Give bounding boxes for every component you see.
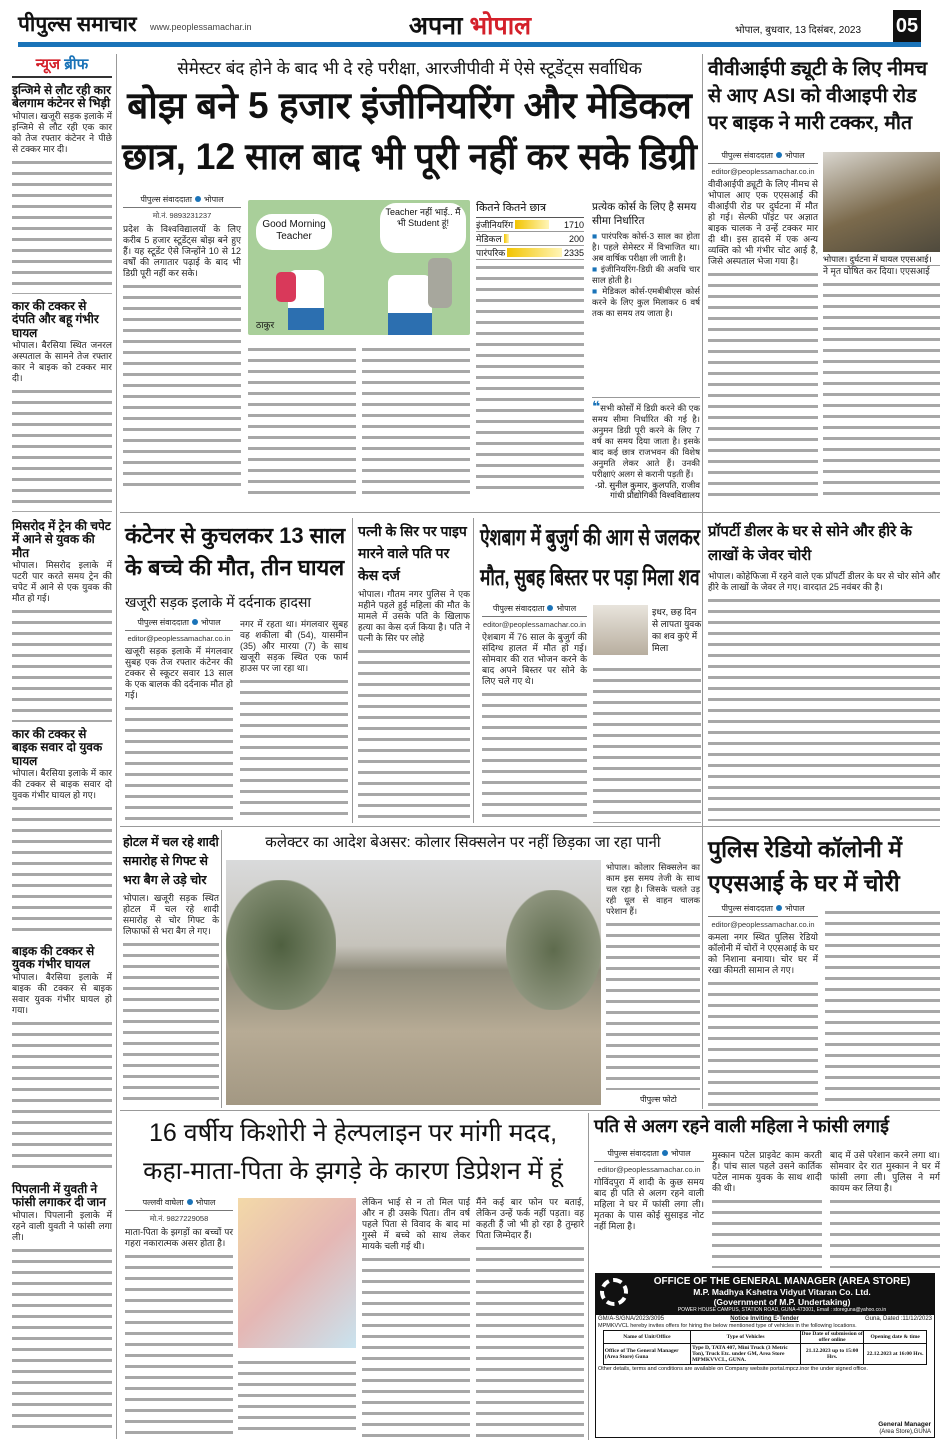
- teen-column-3: [362, 1197, 470, 1437]
- container-column: [125, 617, 233, 821]
- byline-place: भोपाल: [784, 151, 805, 160]
- lead-kicker: सेमेस्टर बंद होने के बाद भी दे रहे परीक्षा, आरजीपीवी में ऐसे स्टूडेंट्स सर्वाधिक: [177, 59, 642, 78]
- woman-text-2: मुस्कान पटेल प्राइवेट काम करती है। पांच साल पहले उसने कार्तिक पटेल नामक युवक के साथ शादी की थी।: [712, 1150, 822, 1193]
- stats-bar: [507, 248, 562, 257]
- stats-label: इंजीनियरिंग: [476, 220, 514, 230]
- ad-ref: GM/A-S/GNA/2023/3095: [598, 1316, 665, 1322]
- byline-place: भोपाल: [195, 1198, 216, 1207]
- quote-text: सभी कोर्सों में डिग्री करने की एक समय सीमा निर्धारित की गई है। अनुमन डिग्री पूरी करने के लिए 7 वर्ष का समय दिया जाता है। इसके बाद कई छात्र राजभवन की विशेष अनुमति लेकर आते हैं। उनकी परीक्षाएं अलग से करानी पड़ती हैं।: [592, 403, 700, 479]
- website: www.peoplessamachar.in: [150, 22, 252, 32]
- ad-sign-2: (Area Store),GUNA: [879, 1429, 931, 1435]
- aishbagh-column: [482, 603, 587, 821]
- ad-td: Type D, TATA 407, Mini Truck (3 Metric Ton), Truck Etc. under GM, Area Store MPMKVVCL, GUNA.: [691, 1344, 801, 1365]
- asi-text-cont: ने मृत घोषित कर दिया। एएसआई: [823, 266, 930, 276]
- briefs-title: [12, 54, 112, 78]
- kolar-column: [606, 862, 700, 1090]
- container-headline: कंटेनर से कुचलकर 13 साल के बच्चे की मौत, तीन घायल: [125, 523, 346, 580]
- dateline: भोपाल, बुधवार, 13 दिसंबर, 2023: [735, 25, 862, 36]
- police-byline: [708, 903, 818, 932]
- ad-td: Office of The General Manager (Area Store) Guna: [603, 1344, 690, 1365]
- stats-label: मेडिकल: [476, 234, 502, 244]
- brief-text: भोपाल। बैरसिया इलाके में बाइक की टक्कर से बाइक सवार युवक गंभीर घायल हो गया।: [12, 971, 112, 1015]
- teen-text-3: लेकिन भाई से न तो मिल पाई और न ही उसके पिता। तीन वर्ष पहले पिता से विवाद के बाद मां गुस्से में बच्चे को साथ लेकर मायके चली गई थी।: [362, 1197, 470, 1251]
- brief-headline: कार की टक्कर से बाइक सवार दो युवक घायल: [12, 727, 103, 768]
- section-title-a: अपना: [408, 12, 463, 40]
- brief-text: भोपाल। खजूरी सड़क इलाके में इन्जिमे से लौट रही एक कार को तेज रफ्तार कंटेनर ने पीछे से टक्कर मार दी।: [12, 110, 112, 154]
- container-subhead: खजूरी सड़क इलाके में दर्दनाक हादसा: [125, 594, 312, 610]
- aishbagh-byline: [482, 603, 587, 632]
- ad-th: Opening date & time: [864, 1331, 927, 1344]
- ad-gov: (Government of M.P. Undertaking): [713, 1297, 851, 1307]
- asi-caption: भोपाल। दुर्घटना में घायल एएसआई।: [823, 254, 940, 266]
- teen-text: माता-पिता के झगड़ों का बच्चों पर गहरा नकारात्मक असर होता है।: [125, 1227, 233, 1248]
- byline-email: editor@peoplessamachar.co.in: [597, 1165, 701, 1174]
- cartoon-man: [388, 275, 432, 335]
- photo-credit: पीपुल्स फोटो: [640, 1095, 677, 1104]
- brief-text: भोपाल। बैरसिया स्थित जनरल अस्पताल के सामने तेज रफ्तार कार ने बाइक को टक्कर मार दी।: [12, 340, 112, 384]
- ad-intro: MPMKVVCL hereby invites offers for hiring the below mentioned type of vehicles in the following locations.: [598, 1323, 857, 1329]
- section-title-b: भोपाल: [469, 12, 532, 40]
- asi-text: वीवीआईपी ड्यूटी के लिए नीमच से भोपाल आए एक एएसआई की वीआईपी रोड पर दुर्घटना में मौत हो गई। सेल्फी पॉइंट पर अज्ञात बाइक चालक ने उन्हें टक्कर मार दी थी। इस हादसे में एक अन्य व्यक्ति को भी गंभीर चोट आई है, जिसे अस्पताल भेजा गया है।: [708, 179, 818, 266]
- section-title: [370, 8, 570, 40]
- byline-name: पल्लवी वाघेला: [142, 1198, 184, 1207]
- kolar-text: भोपाल। कोलार सिक्सलेन का काम इस समय तेजी के साथ चल रहा है। जिसके चलते उड़ रही धूल से वाहन चालक परेशान हैं।: [606, 862, 700, 916]
- asi-column: [708, 150, 818, 496]
- woman-byline: [594, 1148, 704, 1177]
- woman-column-3: [830, 1150, 940, 1268]
- brief-text: भोपाल। मिसरोद इलाके में पटरी पार करते समय ट्रेन की चपेट में आने से एक युवक की मौत हो गई।: [12, 560, 112, 604]
- brief-text: भोपाल। पिपलानी इलाके में रहने वाली युवती ने फांसी लगा ली।: [12, 1209, 112, 1242]
- teen-text-4: मैंने कई बार फोन पर बताई, लेकिन उन्हें फर्क नहीं पड़ता। वह कहती हैं जो भी हो रहा है तुम्हारे पिता जिम्मेदार हैं।: [476, 1197, 584, 1240]
- stats-row: [476, 246, 584, 260]
- sidebar-box: [592, 200, 700, 500]
- aishbagh-text: ऐशबाग में 76 साल के बुजुर्ग की संदिग्ध हालत में मौत हो गई। सोमवार की रात भोजन करने के बाद अपने बिस्तर पर सोने के लिए चले गए थे।: [482, 632, 587, 686]
- teen-headline-1: 16 वर्षीय किशोरी ने हेल्पलाइन पर मांगी मदद,: [148, 1119, 558, 1147]
- kolar-dust-photo: [226, 860, 601, 1105]
- sidebar-point: पारंपरिक कोर्स-3 साल का होता है। पहले सेमेस्टर में विभाजित था। अब वार्षिक परीक्षा ली जाती है।: [592, 231, 700, 263]
- hotel-text: भोपाल। खजूरी सड़क स्थित होटल में चल रहे शादी समारोह से चोर गिफ्ट के लिफाफों से भरा बैग ले गए।: [123, 893, 219, 936]
- sidebar-point: मेडिकल कोर्स-एमबीबीएस कोर्स करने के लिए कुल मिलाकर 6 वर्ष तक का समय तय जाता है।: [592, 286, 700, 318]
- ad-th: Due Date of submission of offer online: [801, 1331, 863, 1343]
- brief-text: भोपाल। बैरसिया इलाके में कार की टक्कर से बाइक सवार दो युवक गंभीर घायल हो गए।: [12, 768, 112, 801]
- byline-name: पीपुल्स संवाददाता: [721, 904, 773, 913]
- stats-row: [476, 232, 584, 246]
- hotel-column: [123, 833, 219, 1106]
- lead-headline-1: बोझ बने 5 हजार इंजीनियरिंग और मेडिकल: [127, 85, 692, 126]
- kolar-headline: कलेक्टर का आदेश बेअसर: कोलार सिक्सलेन पर नहीं छिड़का जा रहा पानी: [265, 834, 661, 851]
- wife-column: [358, 520, 470, 821]
- teen-column: [125, 1197, 233, 1437]
- ad-td: 21.12.2023 up to 15:00 Hrs.: [801, 1344, 864, 1365]
- woman-column: [594, 1148, 704, 1268]
- stats-title: कितने कितने छात्र: [476, 200, 584, 218]
- teen-column-4: [476, 1197, 584, 1437]
- byline-place: भोपाल: [784, 904, 805, 913]
- stats-value: 2335: [563, 247, 584, 258]
- police-headline: पुलिस रेडियो कॉलोनी में एएसआई के घर में चोरी: [708, 836, 902, 896]
- byline-name: पीपुल्स संवाददाता: [140, 195, 192, 204]
- police-column: [708, 903, 818, 1106]
- teen-headline-2: कहा-माता-पिता के झगड़े के कारण डिप्रेशन में हूं: [143, 1157, 563, 1185]
- stats-label: पारंपरिक: [476, 248, 506, 258]
- quote-icon: ❝: [592, 398, 601, 414]
- property-text: भोपाल। कोहेफिजा में रहने वाले एक प्रॉपर्टी डीलर के घर से चोर सोने और हीरे के लाखों के जेवर ले गए। वारदात 25 नवंबर की है।: [708, 571, 940, 592]
- byline-name: पीपुल्स संवाददाता: [721, 151, 773, 160]
- ad-notice: Notice Inviting E-Tender: [730, 1316, 799, 1322]
- brief-headline: पिपलानी में युवती ने फांसी लगाकर दी जान: [12, 1182, 106, 1210]
- woman-column-2: [712, 1150, 822, 1268]
- feet-photo: [593, 605, 648, 655]
- ad-company: M.P. Madhya Kshetra Vidyut Vitaran Co. Ltd.: [693, 1287, 871, 1297]
- brief-5: [12, 1183, 112, 1435]
- ad-th: Type of Vehicles: [691, 1331, 801, 1344]
- brief-2: [12, 520, 112, 722]
- teen-byline: [125, 1197, 233, 1227]
- cartoon-backpack-2: [428, 258, 452, 308]
- ad-th: Name of Unit/Office: [603, 1331, 690, 1344]
- cartoon-image: [248, 200, 470, 335]
- property-headline: प्रॉपर्टी डीलर के घर से सोने और हीरे के लाखों के जेवर चोरी: [708, 523, 912, 564]
- ad-table: [603, 1330, 927, 1365]
- stats-box: [476, 200, 584, 495]
- byline-place: भोपाल: [203, 195, 224, 204]
- byline-place: भोपाल: [200, 618, 221, 627]
- stats-value: 200: [568, 233, 584, 244]
- byline-name: पीपुल्स संवाददाता: [607, 1149, 659, 1158]
- byline-place: भोपाल: [556, 604, 577, 613]
- byline-email: editor@peoplessamachar.co.in: [711, 920, 815, 929]
- brief-0: [12, 84, 112, 294]
- bullet-icon: ■: [592, 231, 602, 241]
- asi-byline: [708, 150, 818, 179]
- bullet-icon: ■: [592, 286, 603, 296]
- briefs-title-a: न्यूज: [35, 56, 61, 73]
- byline-email: editor@peoplessamachar.co.in: [482, 620, 587, 629]
- woman-text: गोविंदपुरा में शादी के कुछ समय बाद ही पति से अलग रहने वाली महिला ने घर में फांसी लगा ली। मृतका के पास कोई सुसाइड नोट नहीं मिला है।: [594, 1177, 704, 1231]
- briefs-title-b: ब्रीफ: [64, 56, 89, 73]
- byline-phone: मो.नं. 9827229058: [149, 1214, 209, 1223]
- brief-headline: कार की टक्कर से दंपति और बहू गंभीर घायल: [12, 299, 99, 340]
- cartoon-bubble-1: Good Morning Teacher: [256, 214, 332, 250]
- byline-phone: मो.नं. 9893231237: [152, 211, 212, 220]
- brief-4: [12, 945, 112, 1175]
- hotel-headline: होटल में चल रहे शादी समारोह से गिफ्ट से भरा बैग ले उड़े चोर: [123, 835, 219, 887]
- logo: पीपुल्स समाचार: [18, 13, 137, 36]
- tender-ad: [595, 1273, 935, 1438]
- property-column: [708, 520, 940, 821]
- quote-author: -प्रो. सुनील कुमार, कुलपति, राजीव गांधी प्रौद्योगिकी विश्वविद्यालय: [594, 480, 700, 500]
- byline-email: editor@peoplessamachar.co.in: [711, 167, 815, 176]
- cartoon-bubble-2: Teacher नहीं भाई.. मैं भी Student हूं!: [380, 203, 466, 253]
- lead-byline: [123, 194, 241, 224]
- wife-headline: पत्नी के सिर पर पाइप मारने वाले पति पर केस दर्ज: [358, 523, 467, 583]
- page-number: 05: [893, 10, 921, 42]
- woman-headline: पति से अलग रहने वाली महिला ने फांसी लगाई: [594, 1116, 889, 1136]
- brief-headline: मिसरोद में ट्रेन की चपेट में आने से युवक की मौत: [12, 519, 111, 560]
- company-logo-icon: [600, 1278, 628, 1306]
- stats-value: 1710: [563, 219, 584, 230]
- quote-box: [592, 397, 700, 500]
- byline-email: editor@peoplessamachar.co.in: [127, 634, 231, 643]
- brief-1: [12, 300, 112, 512]
- container-column-2: [240, 619, 348, 821]
- stats-bar: [504, 234, 509, 243]
- ad-address: POWER HOUSE CAMPUS, STATION ROAD, GUNA-473001, Email : storeguna@yahoo.co.in: [677, 1307, 887, 1313]
- aishbagh-headline-2: मौत, सुबह बिस्तर पर पड़ा मिला शव: [480, 564, 700, 590]
- cartoon-signature: ठाकुर: [256, 320, 275, 330]
- brief-3: [12, 728, 112, 938]
- ad-footer: Other details, terms and conditions are available on Company website portal.mpcz.inor the under signed office.: [598, 1366, 868, 1372]
- header-rule: [18, 42, 921, 47]
- asi-photo: [823, 152, 940, 252]
- ad-date: Guna, Dated :11/12/2023: [865, 1316, 932, 1322]
- asi-column-2: [823, 254, 940, 496]
- container-text: खजूरी सड़क इलाके में मंगलवार सुबह एक तेज रफ्तार कंटेनर की टक्कर से स्कूटर सवार 13 साल के एक बालक की दर्दनाक मौत हो गई।: [125, 646, 233, 700]
- byline-name: पीपुल्स संवाददाता: [492, 604, 545, 613]
- byline-name: पीपुल्स संवाददाता: [137, 618, 189, 627]
- brief-headline: बाइक की टक्कर से युवक गंभीर घायल: [12, 944, 95, 972]
- container-text-2: नगर में रहता था। मंगलवार सुबह वह शकीला बी (54), यासमीन (35) और मारया (7) के साथ खजूरी सड़क स्थित एक फार्म हाउस पर जा रहा था।: [240, 619, 348, 673]
- bullet-icon: ■: [592, 264, 601, 274]
- ad-sign: General Manager: [878, 1421, 931, 1428]
- lead-column: [123, 194, 241, 494]
- brief-headline: इन्जिमे से लौट रही कार बेलगाम कंटेनर से भिड़ी: [12, 83, 112, 111]
- lead-headline-2: छात्र, 12 साल बाद भी पूरी नहीं कर सके डिग्री: [122, 136, 697, 177]
- asi-headline: वीवीआईपी ड्यूटी के लिए नीमच से आए ASI को वीआइपी रोड पर बाइक ने मारी टक्कर, मौत: [708, 58, 928, 134]
- ad-td: 22.12.2023 at 16:00 Hrs.: [864, 1344, 927, 1365]
- aishbagh-side-head: इधर, छह दिन से लापता युवक का शव कुएं में मिला: [652, 607, 702, 653]
- sidebar-point: इंजीनियरिंग-डिग्री की अवधि चार साल होती है।: [592, 264, 701, 285]
- lead-text: प्रदेश के विश्वविद्यालयों के लिए करीब 5 हजार स्टूडेंट्स बोझ बने हुए हैं। यह स्टूडेंट ऐसे जिन्होंने 10 से 12 वर्षों की लगातार पढ़ाई के बाद भी डिग्री पूरी नहीं कर सके।: [123, 224, 241, 278]
- cartoon-backpack: [276, 272, 296, 302]
- stats-bar: [515, 220, 549, 229]
- stats-row: [476, 218, 584, 232]
- woman-text-3: बाद में उसे परेशान करने लगा था। सोमवार देर रात मुस्कान ने घर में फांसी लगा ली। पुलिस ने मर्ग कायम कर लिया है।: [830, 1150, 940, 1193]
- aishbagh-headline-1: ऐशबाग में बुजुर्ग की आग से जलकर: [480, 524, 700, 550]
- byline-place: भोपाल: [670, 1149, 691, 1158]
- sidebar-title: प्रत्येक कोर्स के लिए है समय सीमा निर्धारित: [592, 201, 697, 227]
- police-text: कमला नगर स्थित पुलिस रेडियो कॉलोनी में चोरों ने एएसआई के घर को निशाना बनाया। चोर घर में रखा कीमती सामान ले गए।: [708, 932, 819, 975]
- teen-illustration: [238, 1198, 356, 1348]
- ad-title: OFFICE OF THE GENERAL MANAGER (AREA STORE): [653, 1276, 911, 1287]
- wife-text: भोपाल। गौतम नगर पुलिस ने एक महीने पहले हुई महिला की मौत के मामले में उसके पति के खिलाफ हत्या का केस दर्ज किया है। पति ने पत्नी के सिर पर लोहे: [358, 589, 470, 643]
- container-byline: [125, 617, 233, 646]
